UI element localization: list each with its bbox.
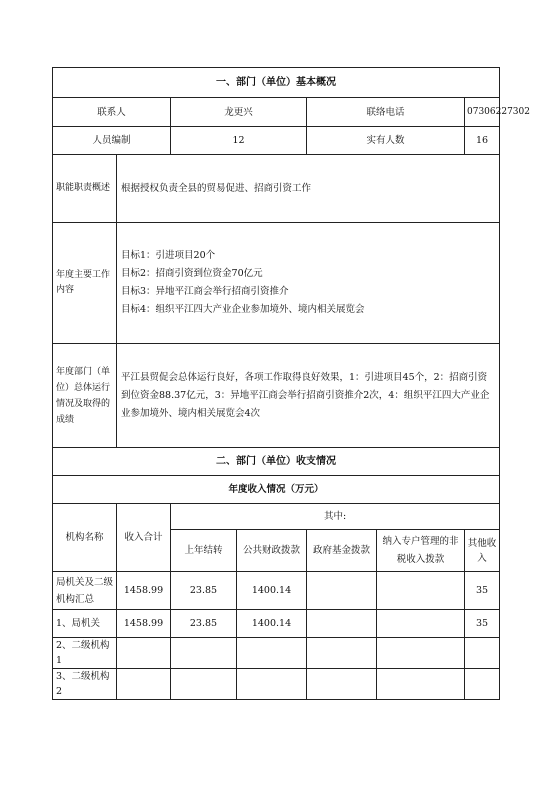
header-gov-fund: 政府基金拨款 [307,530,377,572]
row-name: 3、二级机构2 [53,669,117,700]
row-fiscal: 1400.14 [237,572,307,610]
work-item-4: 目标4：组织平江四大产业企业参加境外、境内相关展览会 [121,304,365,315]
staff-label: 人员编制 [53,127,171,155]
contact-row [53,98,500,127]
actual-value: 16 [465,127,500,155]
row-fiscal: 1400.14 [237,610,307,638]
row-prev: 23.85 [171,610,237,638]
row-nontax [377,669,465,700]
row-other [465,669,500,700]
result-row [53,344,500,448]
header-fiscal: 公共财政拨款 [237,530,307,572]
row-fiscal [237,669,307,700]
row-name: 局机关及二级机构汇总 [53,572,117,610]
row-nontax [377,638,465,669]
row-gov [307,638,377,669]
contact-label: 联系人 [53,98,171,127]
header-org-name: 机构名称 [53,504,117,572]
row-prev: 23.85 [171,572,237,610]
row-gov [307,669,377,700]
work-items [117,223,500,344]
row-total: 1458.99 [117,610,171,638]
staff-row [53,127,500,155]
row-total: 1458.99 [117,572,171,610]
actual-label: 实有人数 [307,127,465,155]
staff-value: 12 [171,127,307,155]
section2-title: 二、部门（单位）收支情况 [53,448,500,476]
income-header-row-1 [53,504,500,530]
header-of-which: 其中: [171,504,500,530]
section2-title-row [53,448,500,476]
header-prev-balance: 上年结转 [171,530,237,572]
section1-title: 一、部门（单位）基本概况 [53,68,500,98]
duty-row [53,155,500,223]
phone-value: 07306227302 [465,98,500,127]
result-text: 平江县贸促会总体运行良好，各项工作取得良好效果，1：引进项目45个，2：招商引资到位资金88.37亿元，3：异地平江商会举行招商引资推介2次，4：组织平江四大产业企业参加境外、境内相关展览会4次 [117,344,500,448]
work-item-3: 目标3：异地平江商会举行招商引资推介 [121,286,289,297]
result-label: 年度部门（单位）总体运行情况及取得的成绩 [53,344,117,448]
work-row [53,223,500,344]
header-non-tax: 纳入专户管理的非税收入拨款 [377,530,465,572]
row-gov [307,610,377,638]
row-name: 2、二级机构1 [53,638,117,669]
header-other: 其他收入 [465,530,500,572]
table-row [53,610,500,638]
work-item-2: 目标2：招商引资到位资金70亿元 [121,268,263,279]
row-other: 35 [465,572,500,610]
section1-title-row [53,68,500,98]
duty-label: 职能职责概述 [53,155,117,223]
row-name: 1、局机关 [53,610,117,638]
contact-value: 龙更兴 [171,98,307,127]
row-gov [307,572,377,610]
budget-form-table [52,67,530,700]
header-total: 收入合计 [117,504,171,572]
income-title: 年度收入情况（万元） [53,476,500,504]
phone-label: 联络电话 [307,98,465,127]
row-other [465,638,500,669]
income-title-row [53,476,500,504]
row-other: 35 [465,610,500,638]
work-label: 年度主要工作内容 [53,223,117,344]
row-nontax [377,572,465,610]
table-row [53,669,500,700]
table-row [53,638,500,669]
row-total [117,669,171,700]
row-prev [171,638,237,669]
work-item-1: 目标1：引进项目20个 [121,250,216,261]
table-row [53,572,500,610]
row-nontax [377,610,465,638]
row-total [117,638,171,669]
row-fiscal [237,638,307,669]
row-prev [171,669,237,700]
duty-text: 根据授权负责全县的贸易促进、招商引资工作 [117,155,500,223]
